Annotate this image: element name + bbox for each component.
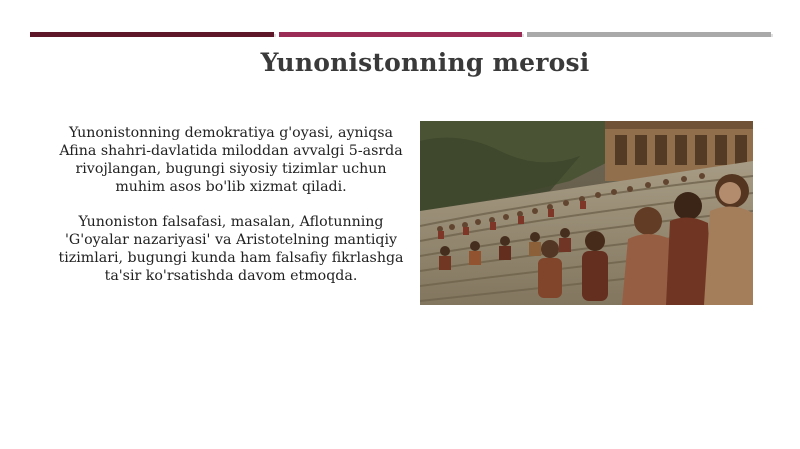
paragraph-democracy: Yunonistonning demokratiya g'oyasi, ayniqsa Afina shahri-davlatida miloddan avvalgi 5-asrda rivojlangan, bugungi siyosiy tizimlar uchun muhim asos bo'lib xizmat qiladi. [59,125,403,195]
paragraph-philosophy: Yunoniston falsafasi, masalan, Aflotunning 'G'oyalar nazariyasi' va Aristotelning mantiqiy tizimlari, bugungi kunda ham falsafiy fikrlashga ta'sir ko'rsatishda davom etmoqda. [58,214,404,284]
accent-bar-right [527,32,771,37]
amphitheater-illustration [420,121,753,305]
accent-bar-middle [279,32,522,37]
amphitheater-photo [420,121,753,305]
accent-bar-left [30,32,274,37]
body-text [52,124,410,302]
slide-title: Yunonistonning merosi [260,47,590,77]
